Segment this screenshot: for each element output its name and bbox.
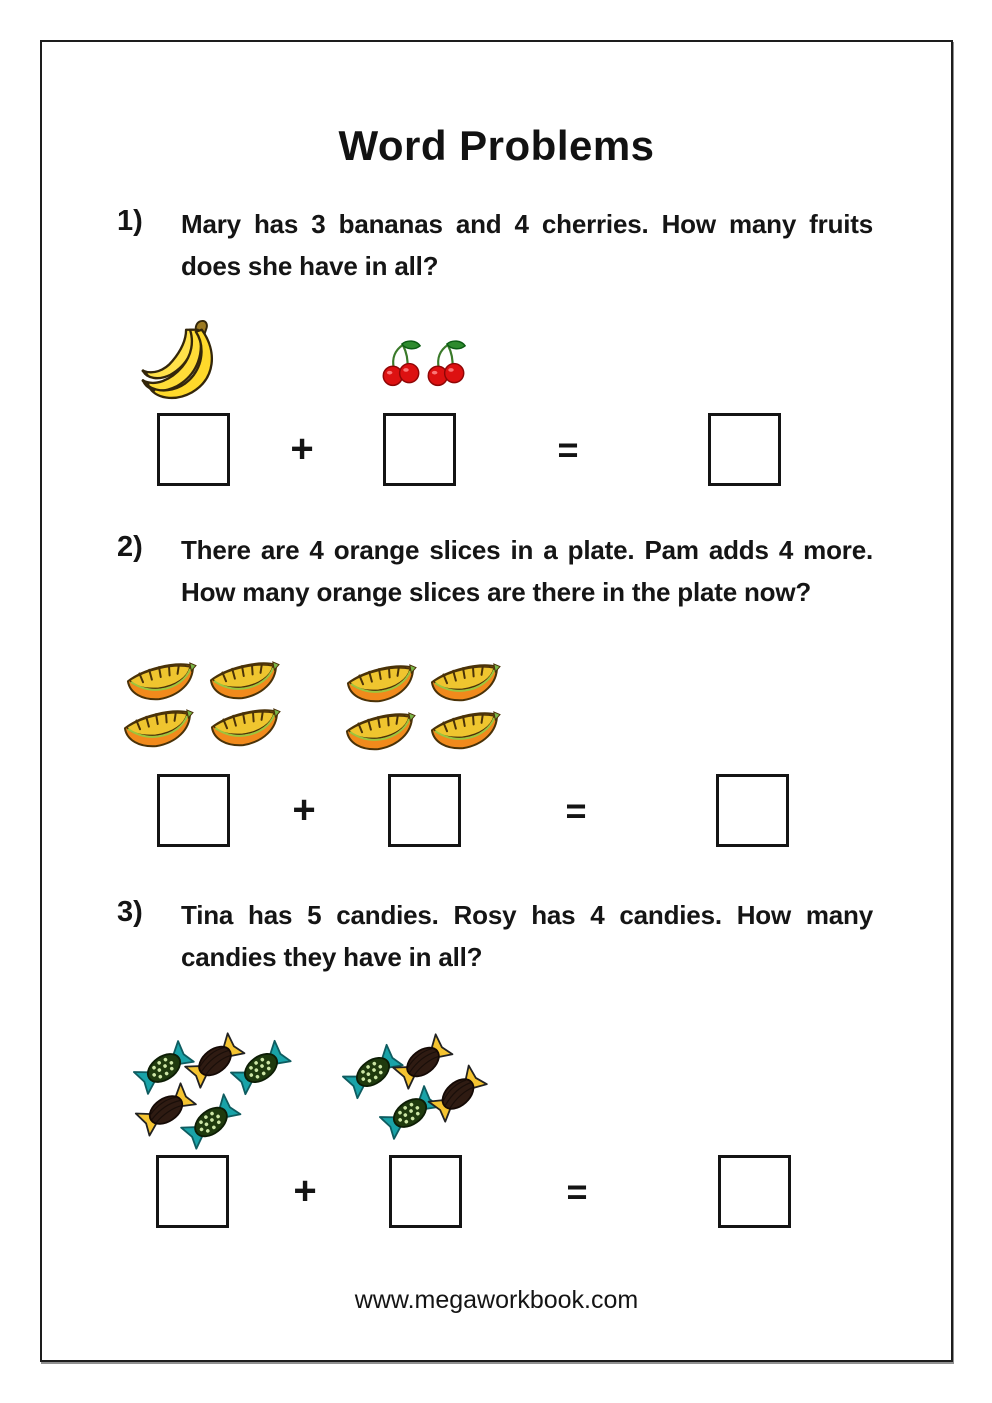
problem-3-line-1: Tina has 5 candies. Rosy has 4 candies. How many [181,900,873,930]
footer-url: www.megaworkbook.com [354,1286,639,1314]
problem-2-line-2: How many orange slices are there in the plate now? [181,577,812,607]
equals-sign: = [557,428,579,470]
problem-2-line-1: There are 4 orange slices in a plate. Pam adds 4 more. [181,535,873,565]
problem-1-line-2: does she have in all? [181,251,439,281]
plus-sign: + [293,1169,317,1213]
page-border [40,40,953,1362]
problem-1-line-1: Mary has 3 bananas and 4 cherries. How many fruits [181,209,873,239]
problem-1-number: 1) [117,205,143,237]
problem-3-line-2: candies they have in all? [181,942,483,972]
worksheet-title: Word Problems [338,122,655,169]
equals-sign: = [565,789,587,831]
problem-2-number: 2) [117,531,143,563]
equals-sign: = [566,1170,588,1212]
plus-sign: + [292,788,316,832]
problem-3-number: 3) [117,896,143,928]
plus-sign: + [290,427,314,471]
